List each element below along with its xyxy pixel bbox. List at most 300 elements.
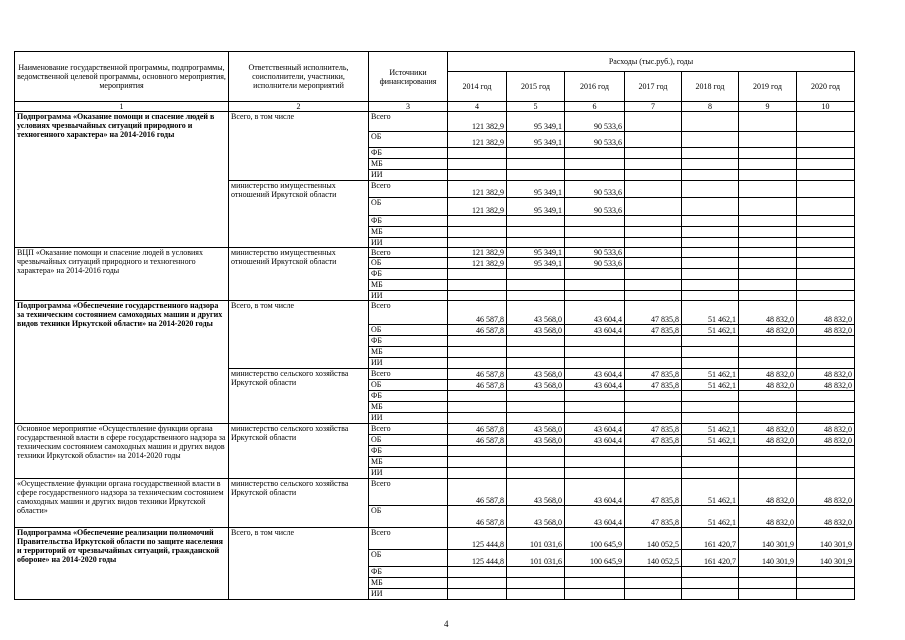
- amount-cell: [448, 159, 507, 170]
- amount-cell: 47 835,8: [625, 435, 682, 446]
- amount-cell: 140 052,5: [625, 528, 682, 550]
- amount-cell: [739, 358, 797, 369]
- funding-source-cell: МБ: [369, 159, 448, 170]
- amount-cell: [507, 347, 565, 358]
- amount-cell: [625, 291, 682, 301]
- amount-cell: [448, 567, 507, 578]
- amount-cell: [739, 238, 797, 248]
- funding-source-cell: Всего: [369, 369, 448, 380]
- funding-source-cell: ОБ: [369, 132, 448, 148]
- amount-cell: 48 832,0: [797, 325, 855, 336]
- amount-cell: [565, 170, 625, 181]
- amount-cell: [682, 198, 739, 216]
- funding-source-cell: Всего: [369, 181, 448, 198]
- column-index: 4: [448, 102, 507, 112]
- amount-cell: [448, 578, 507, 589]
- amount-cell: [507, 227, 565, 238]
- amount-cell: [739, 446, 797, 457]
- amount-cell: [507, 589, 565, 600]
- amount-cell: 51 462,1: [682, 424, 739, 435]
- amount-cell: [565, 413, 625, 424]
- amount-cell: 95 349,1: [507, 132, 565, 148]
- amount-cell: 46 587,8: [448, 369, 507, 380]
- amount-cell: [448, 170, 507, 181]
- amount-cell: [565, 148, 625, 159]
- amount-cell: [625, 132, 682, 148]
- amount-cell: 121 382,9: [448, 198, 507, 216]
- amount-cell: [739, 413, 797, 424]
- amount-cell: 121 382,9: [448, 181, 507, 198]
- amount-cell: [625, 446, 682, 457]
- amount-cell: [448, 402, 507, 413]
- amount-cell: 140 301,9: [797, 528, 855, 550]
- amount-cell: [739, 258, 797, 269]
- amount-cell: [797, 589, 855, 600]
- column-index: 3: [369, 102, 448, 112]
- header-year: 2016 год: [565, 72, 625, 102]
- funding-source-cell: МБ: [369, 347, 448, 358]
- amount-cell: [739, 578, 797, 589]
- amount-cell: 48 832,0: [739, 325, 797, 336]
- amount-cell: [682, 258, 739, 269]
- amount-cell: [507, 159, 565, 170]
- amount-cell: [448, 347, 507, 358]
- amount-cell: 51 462,1: [682, 325, 739, 336]
- amount-cell: [797, 159, 855, 170]
- amount-cell: [682, 358, 739, 369]
- page-number: 4: [444, 619, 449, 629]
- amount-cell: [565, 391, 625, 402]
- header-expenses: Расходы (тыс.руб.), годы: [448, 52, 855, 72]
- amount-cell: [507, 468, 565, 479]
- funding-source-cell: Всего: [369, 112, 448, 132]
- amount-cell: [682, 578, 739, 589]
- amount-cell: [448, 413, 507, 424]
- table-row: [15, 112, 855, 132]
- column-index: 10: [797, 102, 855, 112]
- amount-cell: [682, 413, 739, 424]
- amount-cell: [565, 291, 625, 301]
- amount-cell: [625, 457, 682, 468]
- amount-cell: 43 604,4: [565, 506, 625, 528]
- amount-cell: [565, 280, 625, 291]
- amount-cell: 140 301,9: [739, 550, 797, 567]
- funding-source-cell: ОБ: [369, 550, 448, 567]
- amount-cell: [682, 132, 739, 148]
- amount-cell: 48 832,0: [739, 369, 797, 380]
- amount-cell: 46 587,8: [448, 506, 507, 528]
- amount-cell: [565, 227, 625, 238]
- amount-cell: 48 832,0: [739, 380, 797, 391]
- amount-cell: [565, 216, 625, 227]
- amount-cell: [565, 238, 625, 248]
- amount-cell: [739, 112, 797, 132]
- amount-cell: 51 462,1: [682, 506, 739, 528]
- amount-cell: [507, 238, 565, 248]
- funding-source-cell: ОБ: [369, 198, 448, 216]
- funding-source-cell: ИИ: [369, 413, 448, 424]
- amount-cell: [682, 181, 739, 198]
- amount-cell: [739, 280, 797, 291]
- amount-cell: [682, 567, 739, 578]
- amount-cell: 48 832,0: [739, 435, 797, 446]
- table-row: [15, 301, 855, 325]
- amount-cell: [682, 112, 739, 132]
- funding-source-cell: ИИ: [369, 291, 448, 301]
- amount-cell: [797, 468, 855, 479]
- amount-cell: [507, 567, 565, 578]
- amount-cell: [625, 468, 682, 479]
- header-year: 2018 год: [682, 72, 739, 102]
- funding-source-cell: ФБ: [369, 336, 448, 347]
- amount-cell: [797, 198, 855, 216]
- amount-cell: [448, 216, 507, 227]
- amount-cell: [797, 132, 855, 148]
- program-name-cell: Подпрограмма «Оказание помощи и спасение людей в условиях чрезвычайных ситуаций природного и техногенного характера» на 2014-2016 годы: [15, 112, 229, 248]
- amount-cell: 43 604,4: [565, 479, 625, 506]
- funding-source-cell: ФБ: [369, 391, 448, 402]
- funding-source-cell: Всего: [369, 301, 448, 325]
- amount-cell: [625, 567, 682, 578]
- executor-cell: Всего, в том числе: [229, 528, 369, 600]
- amount-cell: [682, 468, 739, 479]
- amount-cell: [448, 358, 507, 369]
- amount-cell: [448, 227, 507, 238]
- amount-cell: 51 462,1: [682, 479, 739, 506]
- amount-cell: 95 349,1: [507, 181, 565, 198]
- header-executor: Ответственный исполнитель, соисполнители, участники, исполнители мероприятий: [229, 52, 369, 102]
- amount-cell: 47 835,8: [625, 506, 682, 528]
- amount-cell: [682, 238, 739, 248]
- amount-cell: 161 420,7: [682, 550, 739, 567]
- amount-cell: [448, 589, 507, 600]
- amount-cell: 43 604,4: [565, 325, 625, 336]
- amount-cell: [797, 216, 855, 227]
- program-name-cell: Подпрограмма «Обеспечение реализации полномочий Правительства Иркутской области по защите населения и территорий от чрезвычайных ситуаций, гражданской обороне» на 2014-2020 годы: [15, 528, 229, 600]
- amount-cell: 48 832,0: [739, 301, 797, 325]
- column-index: 8: [682, 102, 739, 112]
- amount-cell: [565, 578, 625, 589]
- amount-cell: 90 533,6: [565, 181, 625, 198]
- amount-cell: 48 832,0: [797, 380, 855, 391]
- header-year: 2019 год: [739, 72, 797, 102]
- header-year: 2015 год: [507, 72, 565, 102]
- amount-cell: [797, 148, 855, 159]
- amount-cell: 43 568,0: [507, 479, 565, 506]
- amount-cell: [507, 391, 565, 402]
- amount-cell: [507, 578, 565, 589]
- executor-cell: министерство сельского хозяйства Иркутской области: [229, 479, 369, 528]
- amount-cell: 47 835,8: [625, 380, 682, 391]
- funding-source-cell: ИИ: [369, 238, 448, 248]
- amount-cell: 51 462,1: [682, 380, 739, 391]
- amount-cell: [625, 358, 682, 369]
- amount-cell: [625, 347, 682, 358]
- amount-cell: 140 301,9: [797, 550, 855, 567]
- column-index: 7: [625, 102, 682, 112]
- amount-cell: [797, 457, 855, 468]
- amount-cell: [739, 227, 797, 238]
- amount-cell: [797, 248, 855, 258]
- amount-cell: [739, 402, 797, 413]
- amount-cell: [682, 336, 739, 347]
- amount-cell: [507, 446, 565, 457]
- amount-cell: [448, 238, 507, 248]
- funding-source-cell: ФБ: [369, 269, 448, 280]
- amount-cell: [448, 148, 507, 159]
- amount-cell: 101 031,6: [507, 528, 565, 550]
- amount-cell: 95 349,1: [507, 198, 565, 216]
- amount-cell: 43 604,4: [565, 369, 625, 380]
- amount-cell: [625, 248, 682, 258]
- amount-cell: 95 349,1: [507, 112, 565, 132]
- amount-cell: [797, 446, 855, 457]
- executor-cell: министерство имущественных отношений Иркутской области: [229, 248, 369, 301]
- amount-cell: [797, 358, 855, 369]
- amount-cell: [682, 148, 739, 159]
- amount-cell: [797, 578, 855, 589]
- amount-cell: 121 382,9: [448, 132, 507, 148]
- funding-source-cell: ИИ: [369, 170, 448, 181]
- amount-cell: [797, 402, 855, 413]
- amount-cell: [507, 269, 565, 280]
- amount-cell: [739, 198, 797, 216]
- funding-source-cell: ФБ: [369, 446, 448, 457]
- amount-cell: 48 832,0: [797, 435, 855, 446]
- funding-source-cell: ФБ: [369, 148, 448, 159]
- amount-cell: 47 835,8: [625, 301, 682, 325]
- amount-cell: [739, 567, 797, 578]
- funding-source-cell: Всего: [369, 528, 448, 550]
- column-index: 9: [739, 102, 797, 112]
- amount-cell: [625, 216, 682, 227]
- funding-source-cell: ИИ: [369, 358, 448, 369]
- amount-cell: 46 587,8: [448, 435, 507, 446]
- amount-cell: 90 533,6: [565, 132, 625, 148]
- executor-cell: министерство сельского хозяйства Иркутской области: [229, 369, 369, 424]
- amount-cell: 46 587,8: [448, 325, 507, 336]
- header-program-name: Наименование государственной программы, подпрограммы, ведомственной целевой программы, основного мероприятия, мероприятия: [15, 52, 229, 102]
- funding-source-cell: МБ: [369, 402, 448, 413]
- amount-cell: 51 462,1: [682, 435, 739, 446]
- amount-cell: [625, 269, 682, 280]
- table-row: [15, 528, 855, 550]
- program-name-cell: Подпрограмма «Обеспечение государственного надзора за техническим состоянием самоходных машин и других видов техники Иркутской области» на 2014-2020 годы: [15, 301, 229, 424]
- amount-cell: [682, 457, 739, 468]
- amount-cell: [565, 336, 625, 347]
- amount-cell: [682, 248, 739, 258]
- amount-cell: 47 835,8: [625, 369, 682, 380]
- amount-cell: [448, 391, 507, 402]
- amount-cell: [682, 159, 739, 170]
- funding-source-cell: ОБ: [369, 506, 448, 528]
- amount-cell: [565, 402, 625, 413]
- amount-cell: [507, 402, 565, 413]
- funding-source-cell: МБ: [369, 280, 448, 291]
- amount-cell: 48 832,0: [739, 506, 797, 528]
- amount-cell: 43 604,4: [565, 380, 625, 391]
- amount-cell: [739, 457, 797, 468]
- amount-cell: [739, 468, 797, 479]
- amount-cell: [739, 216, 797, 227]
- amount-cell: [682, 391, 739, 402]
- funding-source-cell: МБ: [369, 457, 448, 468]
- amount-cell: [565, 468, 625, 479]
- amount-cell: [797, 181, 855, 198]
- amount-cell: [682, 347, 739, 358]
- amount-cell: 47 835,8: [625, 479, 682, 506]
- amount-cell: [797, 227, 855, 238]
- amount-cell: 90 533,6: [565, 112, 625, 132]
- amount-cell: [625, 198, 682, 216]
- amount-cell: [448, 468, 507, 479]
- amount-cell: [739, 336, 797, 347]
- amount-cell: 100 645,9: [565, 528, 625, 550]
- funding-source-cell: ОБ: [369, 325, 448, 336]
- amount-cell: 48 832,0: [797, 479, 855, 506]
- funding-source-cell: Всего: [369, 248, 448, 258]
- column-index: 2: [229, 102, 369, 112]
- executor-cell: министерство сельского хозяйства Иркутской области: [229, 424, 369, 479]
- budget-table: [14, 51, 855, 600]
- amount-cell: 43 604,4: [565, 435, 625, 446]
- amount-cell: [507, 336, 565, 347]
- column-index: 5: [507, 102, 565, 112]
- amount-cell: 46 587,8: [448, 424, 507, 435]
- amount-cell: 90 533,6: [565, 198, 625, 216]
- amount-cell: [739, 291, 797, 301]
- amount-cell: 43 568,0: [507, 325, 565, 336]
- executor-cell: Всего, в том числе: [229, 301, 369, 369]
- amount-cell: [739, 347, 797, 358]
- amount-cell: [739, 148, 797, 159]
- amount-cell: 46 587,8: [448, 479, 507, 506]
- amount-cell: [797, 170, 855, 181]
- amount-cell: [625, 170, 682, 181]
- amount-cell: [739, 181, 797, 198]
- amount-cell: 48 832,0: [797, 301, 855, 325]
- amount-cell: 43 568,0: [507, 380, 565, 391]
- amount-cell: 43 568,0: [507, 506, 565, 528]
- funding-source-cell: ИИ: [369, 589, 448, 600]
- amount-cell: [507, 291, 565, 301]
- amount-cell: [739, 589, 797, 600]
- amount-cell: [797, 269, 855, 280]
- program-name-cell: Основное мероприятие «Осуществление функции органа государственной власти в сфере государственного надзора за техническим состоянием самоходных машин и других видов техники Иркутской области» на 2014-2020 годы: [15, 424, 229, 479]
- amount-cell: 43 568,0: [507, 301, 565, 325]
- amount-cell: 48 832,0: [739, 479, 797, 506]
- amount-cell: [565, 347, 625, 358]
- funding-source-cell: МБ: [369, 227, 448, 238]
- amount-cell: [797, 347, 855, 358]
- amount-cell: [739, 132, 797, 148]
- amount-cell: 95 349,1: [507, 258, 565, 269]
- executor-cell: Всего, в том числе: [229, 112, 369, 181]
- funding-source-cell: Всего: [369, 424, 448, 435]
- amount-cell: 43 604,4: [565, 301, 625, 325]
- amount-cell: 51 462,1: [682, 369, 739, 380]
- amount-cell: 43 604,4: [565, 424, 625, 435]
- amount-cell: [625, 413, 682, 424]
- amount-cell: 140 052,5: [625, 550, 682, 567]
- amount-cell: [682, 589, 739, 600]
- amount-cell: 95 349,1: [507, 248, 565, 258]
- amount-cell: [625, 336, 682, 347]
- amount-cell: [448, 280, 507, 291]
- amount-cell: [797, 291, 855, 301]
- amount-cell: [448, 269, 507, 280]
- amount-cell: [739, 170, 797, 181]
- amount-cell: [625, 238, 682, 248]
- amount-cell: 100 645,9: [565, 550, 625, 567]
- column-index: 6: [565, 102, 625, 112]
- amount-cell: [507, 457, 565, 468]
- amount-cell: 51 462,1: [682, 301, 739, 325]
- amount-cell: [507, 358, 565, 369]
- amount-cell: [507, 413, 565, 424]
- amount-cell: [739, 391, 797, 402]
- amount-cell: 43 568,0: [507, 424, 565, 435]
- funding-source-cell: ФБ: [369, 216, 448, 227]
- funding-source-cell: Всего: [369, 479, 448, 506]
- amount-cell: [739, 269, 797, 280]
- amount-cell: [625, 258, 682, 269]
- amount-cell: 101 031,6: [507, 550, 565, 567]
- funding-source-cell: МБ: [369, 578, 448, 589]
- amount-cell: 161 420,7: [682, 528, 739, 550]
- amount-cell: [625, 159, 682, 170]
- header-year: 2017 год: [625, 72, 682, 102]
- amount-cell: 125 444,8: [448, 550, 507, 567]
- funding-source-cell: ОБ: [369, 380, 448, 391]
- column-index: 1: [15, 102, 229, 112]
- amount-cell: 46 587,8: [448, 380, 507, 391]
- amount-cell: [625, 402, 682, 413]
- amount-cell: 43 568,0: [507, 435, 565, 446]
- amount-cell: [682, 446, 739, 457]
- amount-cell: [448, 336, 507, 347]
- amount-cell: [448, 446, 507, 457]
- amount-cell: [682, 269, 739, 280]
- amount-cell: [507, 170, 565, 181]
- header-year: 2014 год: [448, 72, 507, 102]
- program-name-cell: ВЦП «Оказание помощи и спасение людей в условиях чрезвычайных ситуаций природного и техногенного характера» на 2014-2016 годы: [15, 248, 229, 301]
- amount-cell: 90 533,6: [565, 258, 625, 269]
- amount-cell: [625, 589, 682, 600]
- amount-cell: [507, 148, 565, 159]
- funding-source-cell: ФБ: [369, 567, 448, 578]
- amount-cell: 47 835,8: [625, 424, 682, 435]
- amount-cell: [565, 358, 625, 369]
- amount-cell: 48 832,0: [739, 424, 797, 435]
- amount-cell: [625, 148, 682, 159]
- amount-cell: 48 832,0: [797, 424, 855, 435]
- amount-cell: [565, 269, 625, 280]
- amount-cell: [507, 216, 565, 227]
- amount-cell: [682, 227, 739, 238]
- amount-cell: 90 533,6: [565, 248, 625, 258]
- amount-cell: 121 382,9: [448, 248, 507, 258]
- executor-cell: министерство имущественных отношений Иркутской области: [229, 181, 369, 248]
- table-row: [15, 424, 855, 435]
- amount-cell: 140 301,9: [739, 528, 797, 550]
- amount-cell: [797, 336, 855, 347]
- amount-cell: [797, 391, 855, 402]
- amount-cell: [682, 280, 739, 291]
- funding-source-cell: ИИ: [369, 468, 448, 479]
- amount-cell: [797, 258, 855, 269]
- amount-cell: 125 444,8: [448, 528, 507, 550]
